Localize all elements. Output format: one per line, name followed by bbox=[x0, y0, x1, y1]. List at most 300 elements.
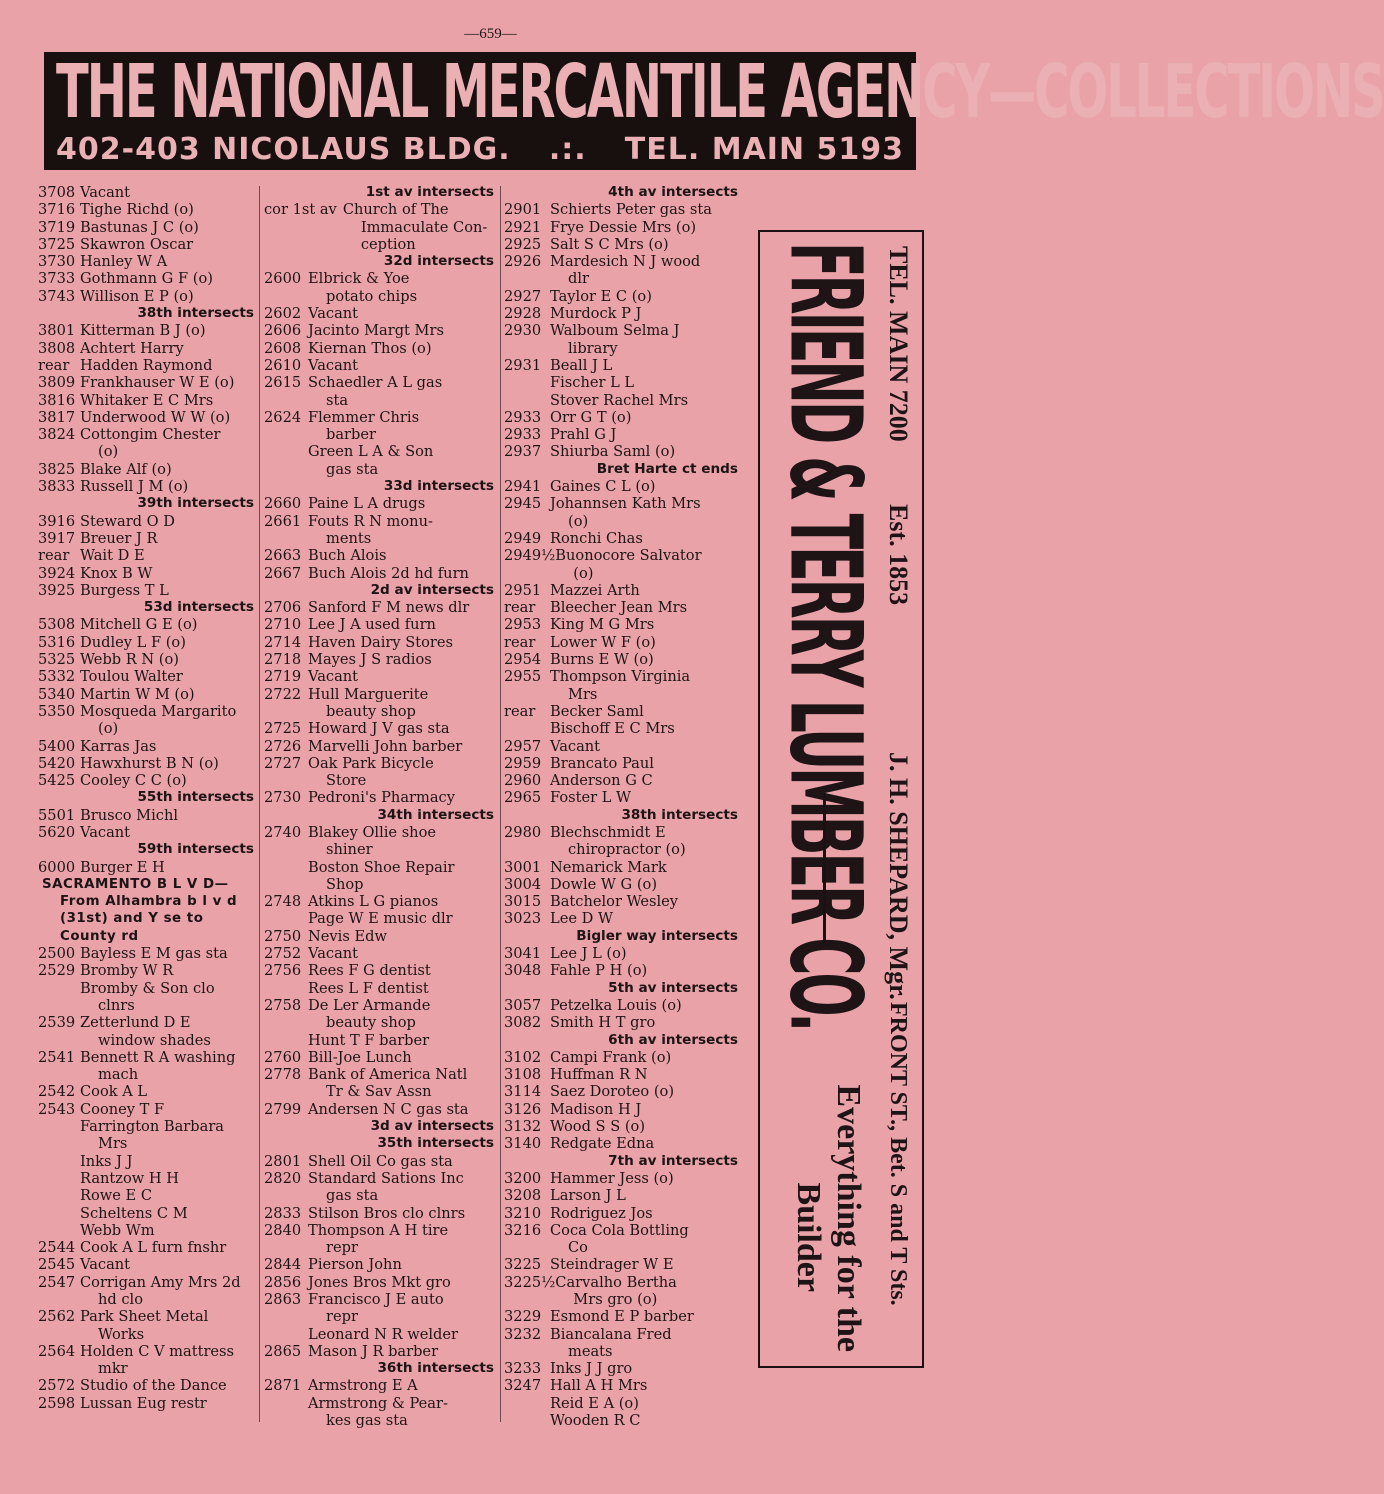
occupant-name: Inks J J bbox=[80, 1152, 133, 1170]
directory-entry bbox=[264, 980, 498, 997]
intersection-marker: 38th intersects bbox=[621, 806, 738, 823]
house-number bbox=[504, 374, 550, 391]
house-number: 2714 bbox=[264, 633, 302, 651]
occupant-name: Schierts Peter gas sta bbox=[550, 201, 712, 219]
house-number: 2927 bbox=[504, 287, 542, 305]
house-number: 5425 bbox=[38, 772, 76, 790]
directory-entry bbox=[504, 1360, 742, 1377]
directory-column-3 bbox=[504, 184, 742, 1429]
directory-entry bbox=[38, 945, 258, 962]
directory-entry bbox=[38, 859, 258, 876]
house-number: 3825 bbox=[38, 460, 76, 478]
house-number: 2957 bbox=[504, 737, 542, 755]
occupant-name: Rees F G dentist bbox=[308, 962, 431, 980]
intersection-marker: 1st av intersects bbox=[365, 184, 494, 200]
lumber-company-ad bbox=[758, 230, 924, 1368]
directory-entry bbox=[38, 1343, 258, 1378]
house-number: 2760 bbox=[264, 1048, 302, 1066]
occupant-name: Stover Rachel Mrs bbox=[550, 391, 689, 409]
house-number: 2661 bbox=[264, 512, 302, 530]
house-number: 2820 bbox=[264, 1169, 302, 1187]
house-number: 2730 bbox=[264, 789, 302, 807]
house-number: 2844 bbox=[264, 1256, 302, 1274]
occupant-name: Pedroni's Pharmacy bbox=[308, 789, 455, 807]
house-number: 3132 bbox=[504, 1118, 542, 1136]
directory-entry bbox=[38, 1205, 258, 1222]
occupant-name: Hanley W A bbox=[80, 253, 168, 271]
directory-entry bbox=[38, 1153, 258, 1170]
occupant-name: Rowe E C bbox=[80, 1187, 152, 1205]
occupant-name: Murdock P J bbox=[550, 305, 642, 323]
house-number: 3233 bbox=[504, 1360, 542, 1378]
occupant-name: Scheltens C M bbox=[80, 1204, 188, 1222]
occupant-name: Sanford F M news dlr bbox=[308, 599, 470, 617]
occupant-name: Foster L W bbox=[550, 789, 632, 807]
intersection-marker: 36th intersects bbox=[377, 1360, 494, 1377]
house-number: 3057 bbox=[504, 996, 542, 1014]
intersection-marker: 7th av intersects bbox=[608, 1152, 738, 1169]
house-number: 2756 bbox=[264, 962, 302, 980]
occupant-name: Lussan Eug restr bbox=[80, 1394, 207, 1412]
house-number: 2840 bbox=[264, 1221, 302, 1239]
occupant-name: Nemarick Mark bbox=[550, 858, 667, 876]
intersection-marker: 4th av intersects bbox=[608, 184, 738, 200]
directory-entry bbox=[504, 738, 742, 755]
directory-entry bbox=[264, 322, 498, 339]
house-number: 3816 bbox=[38, 391, 76, 409]
occupant-name: Becker Saml bbox=[550, 702, 644, 720]
occupant-name: Andersen N C gas sta bbox=[308, 1100, 469, 1118]
house-number: 2610 bbox=[264, 356, 302, 374]
directory-entry bbox=[264, 495, 498, 512]
house-number: 3216 bbox=[504, 1221, 542, 1239]
occupant-name: Fahle P H (o) bbox=[550, 962, 648, 980]
house-number: cor 1st av bbox=[264, 201, 337, 219]
occupant-name: Boston Shoe Repair Shop bbox=[308, 858, 455, 893]
house-number: 3041 bbox=[504, 945, 542, 963]
occupant-name: Hull Marguerite beauty shop bbox=[308, 685, 429, 720]
directory-entry bbox=[38, 565, 258, 582]
directory-entry bbox=[264, 616, 498, 633]
house-number: 2706 bbox=[264, 599, 302, 617]
intersection-marker: 3d av intersects bbox=[370, 1118, 494, 1135]
directory-entry bbox=[504, 478, 742, 495]
house-number: 2606 bbox=[264, 322, 302, 340]
intersection-marker: 35th intersects bbox=[377, 1135, 494, 1152]
house-number: 3023 bbox=[504, 910, 542, 928]
directory-entry bbox=[264, 910, 498, 927]
occupant-name: Hammer Jess (o) bbox=[550, 1169, 674, 1187]
house-number: 2937 bbox=[504, 443, 542, 461]
street-heading-line: (31st) and Y se to bbox=[60, 911, 204, 927]
directory-entry bbox=[504, 1395, 742, 1412]
house-number: 2930 bbox=[504, 322, 542, 340]
directory-entry bbox=[504, 219, 742, 236]
occupant-name: Cook A L furn fnshr bbox=[80, 1239, 227, 1257]
intersection-marker: Bret Harte ct ends bbox=[596, 460, 738, 477]
house-number: 3924 bbox=[38, 564, 76, 582]
occupant-name: Inks J J gro bbox=[550, 1360, 633, 1378]
directory-entry bbox=[504, 703, 742, 720]
house-number bbox=[504, 1395, 550, 1412]
ad-manager: J. H. SHEPARD, Mgr. bbox=[884, 752, 913, 1000]
occupant-name: Cooley C C (o) bbox=[80, 772, 187, 790]
house-number: 2722 bbox=[264, 685, 302, 703]
occupant-name: Webb R N (o) bbox=[80, 651, 179, 669]
occupant-name: Rantzow H H bbox=[80, 1169, 179, 1187]
occupant-name: Francisco J E auto repr bbox=[308, 1291, 444, 1326]
directory-entry bbox=[504, 876, 742, 893]
directory-entry bbox=[504, 1049, 742, 1066]
house-number: 3015 bbox=[504, 893, 542, 911]
directory-entry bbox=[504, 374, 742, 391]
occupant-name: Church of The Immaculate Con- ception bbox=[342, 201, 488, 253]
house-number: 3229 bbox=[504, 1308, 542, 1326]
occupant-name: Lower W F (o) bbox=[550, 633, 656, 651]
directory-entry bbox=[504, 634, 742, 651]
house-number bbox=[504, 1412, 550, 1429]
directory-entry bbox=[38, 1395, 258, 1412]
house-number: 2608 bbox=[264, 339, 302, 357]
house-number: 2748 bbox=[264, 893, 302, 911]
house-number bbox=[264, 910, 308, 927]
occupant-name: Park Sheet Metal Works bbox=[80, 1308, 209, 1343]
directory-entry bbox=[264, 893, 498, 910]
occupant-name: Cottongim Chester (o) bbox=[80, 426, 221, 461]
house-number: 3225 bbox=[504, 1256, 542, 1274]
occupant-name: Stilson Bros clo clnrs bbox=[308, 1204, 466, 1222]
house-number: rear bbox=[38, 356, 70, 374]
directory-entry bbox=[264, 1101, 498, 1118]
directory-entry bbox=[264, 738, 498, 755]
directory-entry bbox=[264, 824, 498, 859]
occupant-name: Anderson G C bbox=[550, 772, 653, 790]
house-number: 3716 bbox=[38, 201, 76, 219]
directory-entry bbox=[264, 1032, 498, 1049]
house-number: 2750 bbox=[264, 927, 302, 945]
house-number: 3925 bbox=[38, 581, 76, 599]
occupant-name: Bleecher Jean Mrs bbox=[550, 599, 688, 617]
house-number: 3102 bbox=[504, 1048, 542, 1066]
occupant-name: Blake Alf (o) bbox=[80, 460, 172, 478]
occupant-name: Achtert Harry bbox=[80, 339, 184, 357]
occupant-name: Dowle W G (o) bbox=[550, 875, 658, 893]
house-number: 2921 bbox=[504, 218, 542, 236]
banner-title: THE NATIONAL MERCANTILE AGENCY—COLLECTIONS bbox=[56, 48, 1384, 136]
occupant-name: Blakey Ollie shoe shiner bbox=[308, 823, 437, 859]
house-number: 6000 bbox=[38, 858, 76, 876]
directory-entry bbox=[504, 651, 742, 668]
directory-entry bbox=[504, 1326, 742, 1361]
banner-separator: .:. bbox=[548, 132, 587, 167]
house-number: 2925 bbox=[504, 235, 542, 253]
house-number: 2799 bbox=[264, 1100, 302, 1118]
directory-entry bbox=[38, 184, 258, 201]
directory-entry bbox=[504, 530, 742, 547]
occupant-name: Beall J L bbox=[550, 356, 613, 374]
directory-entry bbox=[264, 634, 498, 651]
occupant-name: Bennett R A washing mach bbox=[80, 1048, 236, 1084]
occupant-name: Wait D E bbox=[80, 547, 145, 565]
directory-entry bbox=[264, 1395, 498, 1430]
ad-address: FRONT ST., Bet. S and T Sts. bbox=[885, 1002, 911, 1306]
occupant-name: Hall A H Mrs bbox=[550, 1377, 648, 1395]
directory-entry bbox=[264, 201, 498, 253]
directory-entry bbox=[264, 1170, 498, 1205]
house-number: 2949½ bbox=[504, 547, 556, 565]
house-number: 2598 bbox=[38, 1394, 76, 1412]
house-number: 3730 bbox=[38, 253, 76, 271]
house-number: 2660 bbox=[264, 495, 302, 513]
house-number: 3108 bbox=[504, 1066, 542, 1084]
directory-entry bbox=[38, 1014, 258, 1049]
street-heading-line: County rd bbox=[60, 928, 139, 944]
occupant-name: Page W E music dlr bbox=[308, 910, 453, 928]
directory-entry bbox=[264, 1049, 498, 1066]
directory-entry bbox=[504, 1377, 742, 1394]
house-number: 3232 bbox=[504, 1325, 542, 1343]
directory-entry bbox=[38, 236, 258, 253]
occupant-name: Reid E A (o) bbox=[550, 1394, 639, 1412]
occupant-name: Pierson John bbox=[308, 1256, 402, 1274]
house-number: rear bbox=[504, 702, 536, 720]
directory-entry bbox=[504, 1256, 742, 1273]
occupant-name: Martin W M (o) bbox=[80, 685, 195, 703]
house-number: 3114 bbox=[504, 1083, 542, 1101]
house-number: 2955 bbox=[504, 668, 542, 686]
intersection-marker: 6th av intersects bbox=[608, 1031, 738, 1048]
directory-entry bbox=[504, 1066, 742, 1083]
house-number: 3001 bbox=[504, 858, 542, 876]
directory-entry bbox=[264, 997, 498, 1032]
occupant-name: Gothmann G F (o) bbox=[80, 270, 213, 288]
house-number: 2545 bbox=[38, 1256, 76, 1274]
house-number: 3808 bbox=[38, 339, 76, 357]
occupant-name: Armstrong & Pear- kes gas sta bbox=[308, 1394, 448, 1430]
directory-entry bbox=[504, 616, 742, 633]
occupant-name: Wood S S (o) bbox=[550, 1118, 646, 1136]
occupant-name: Esmond E P barber bbox=[550, 1308, 694, 1326]
directory-entry bbox=[38, 1377, 258, 1394]
occupant-name: Fischer L L bbox=[550, 374, 635, 392]
directory-entry bbox=[504, 962, 742, 979]
occupant-name: Standard Sations Inc gas sta bbox=[308, 1169, 464, 1205]
occupant-name: Schaedler A L gas sta bbox=[308, 374, 443, 409]
house-number bbox=[264, 1395, 308, 1430]
directory-entry bbox=[264, 565, 498, 582]
directory-entry bbox=[504, 1101, 742, 1118]
house-number: 2954 bbox=[504, 651, 542, 669]
directory-entry bbox=[38, 513, 258, 530]
house-number: 2933 bbox=[504, 408, 542, 426]
house-number: 5340 bbox=[38, 685, 76, 703]
occupant-name: Brancato Paul bbox=[550, 754, 654, 772]
house-number bbox=[38, 1222, 80, 1239]
house-number: 2727 bbox=[264, 754, 302, 772]
occupant-name: Vacant bbox=[80, 184, 131, 201]
occupant-name: Wooden R C bbox=[550, 1412, 641, 1430]
directory-entry bbox=[504, 1412, 742, 1429]
directory-entry bbox=[38, 530, 258, 547]
directory-entry bbox=[504, 1187, 742, 1204]
occupant-name: Steindrager W E bbox=[550, 1256, 674, 1274]
occupant-name: Hawxhurst B N (o) bbox=[80, 754, 219, 772]
intersection-marker: 55th intersects bbox=[137, 789, 254, 806]
directory-entry bbox=[264, 1291, 498, 1326]
directory-entry bbox=[264, 1153, 498, 1170]
house-number: 2926 bbox=[504, 253, 542, 271]
occupant-name: Vacant bbox=[80, 823, 131, 841]
directory-entry bbox=[38, 962, 258, 979]
directory-entry bbox=[38, 461, 258, 478]
directory-entry bbox=[38, 755, 258, 772]
house-number: 2965 bbox=[504, 789, 542, 807]
house-number: 2865 bbox=[264, 1342, 302, 1360]
directory-entry bbox=[504, 236, 742, 253]
banner-telephone: TEL. MAIN 5193 bbox=[624, 132, 904, 167]
house-number: 2541 bbox=[38, 1048, 76, 1066]
directory-entry bbox=[264, 547, 498, 564]
house-number bbox=[264, 859, 308, 894]
house-number: rear bbox=[38, 547, 70, 565]
directory-entry bbox=[38, 392, 258, 409]
house-number bbox=[38, 1205, 80, 1222]
occupant-name: Karras Jas bbox=[80, 737, 157, 755]
house-number bbox=[504, 720, 550, 737]
occupant-name: Batchelor Wesley bbox=[550, 893, 679, 911]
house-number: 3126 bbox=[504, 1100, 542, 1118]
occupant-name: Walboum Selma J library bbox=[550, 322, 680, 357]
directory-entry bbox=[264, 1326, 498, 1343]
directory-entry bbox=[38, 1239, 258, 1256]
house-number: 3082 bbox=[504, 1014, 542, 1032]
directory-entry bbox=[504, 1308, 742, 1325]
house-number: 2933 bbox=[504, 426, 542, 444]
directory-entry bbox=[504, 1222, 742, 1257]
house-number: 2547 bbox=[38, 1273, 76, 1291]
directory-entry bbox=[38, 478, 258, 495]
occupant-name: Cook A L bbox=[80, 1083, 148, 1101]
occupant-name: Brusco Michl bbox=[80, 806, 179, 824]
house-number: 2663 bbox=[264, 547, 302, 565]
house-number: rear bbox=[504, 599, 536, 617]
occupant-name: Vacant bbox=[550, 737, 601, 755]
directory-entry bbox=[38, 409, 258, 426]
house-number bbox=[38, 980, 80, 1015]
directory-entry bbox=[504, 443, 742, 460]
directory-entry bbox=[264, 340, 498, 357]
street-heading bbox=[38, 876, 258, 945]
occupant-name: Redgate Edna bbox=[550, 1135, 655, 1153]
directory-entry bbox=[264, 1377, 498, 1394]
occupant-name: Howard J V gas sta bbox=[308, 720, 450, 738]
directory-entry bbox=[264, 270, 498, 305]
occupant-name: Thompson A H tire repr bbox=[308, 1221, 449, 1257]
house-number: 3708 bbox=[38, 184, 76, 201]
directory-entry bbox=[504, 755, 742, 772]
directory-entry bbox=[264, 374, 498, 409]
house-number: 2542 bbox=[38, 1083, 76, 1101]
directory-entry bbox=[38, 772, 258, 789]
occupant-name: Armstrong E A bbox=[308, 1377, 418, 1395]
occupant-name: Burger E H bbox=[80, 858, 165, 876]
directory-entry bbox=[38, 1049, 258, 1084]
occupant-name: Rodriguez Jos bbox=[550, 1204, 653, 1222]
occupant-name: Johannsen Kath Mrs (o) bbox=[550, 495, 701, 530]
directory-entry bbox=[264, 513, 498, 548]
directory-entry bbox=[504, 357, 742, 374]
occupant-name: Leonard N R welder bbox=[308, 1325, 458, 1343]
occupant-name: Bischoff E C Mrs bbox=[550, 720, 675, 738]
house-number bbox=[264, 1326, 308, 1343]
house-number: 2980 bbox=[504, 823, 542, 841]
house-number: 3809 bbox=[38, 374, 76, 392]
occupant-name: Vacant bbox=[308, 356, 359, 374]
house-number: 2600 bbox=[264, 270, 302, 288]
directory-entry bbox=[38, 201, 258, 218]
advertising-banner bbox=[44, 48, 1384, 170]
column-divider bbox=[500, 186, 501, 1422]
occupant-name: Nevis Edw bbox=[308, 927, 387, 945]
directory-entry bbox=[504, 824, 742, 859]
banner-contact bbox=[56, 132, 904, 168]
directory-entry bbox=[504, 1135, 742, 1152]
directory-entry bbox=[504, 409, 742, 426]
directory-entry bbox=[504, 859, 742, 876]
occupant-name: Elbrick & Yoe potato chips bbox=[308, 270, 418, 305]
house-number: 3916 bbox=[38, 512, 76, 530]
directory-entry bbox=[504, 582, 742, 599]
occupant-name: Smith H T gro bbox=[550, 1014, 656, 1032]
directory-entry bbox=[504, 426, 742, 443]
house-number: 3208 bbox=[504, 1187, 542, 1205]
directory-entry bbox=[504, 1205, 742, 1222]
ad-company-name: FRIEND & TERRY LUMBER CO. bbox=[767, 242, 881, 1030]
directory-entry bbox=[504, 1118, 742, 1135]
directory-entry bbox=[38, 374, 258, 391]
directory-entry bbox=[264, 409, 498, 444]
directory-entry bbox=[504, 392, 742, 409]
intersection-marker: 38th intersects bbox=[137, 305, 254, 322]
occupant-name: Fouts R N monu- ments bbox=[308, 512, 433, 547]
house-number: 5308 bbox=[38, 616, 76, 634]
occupant-name: Kitterman B J (o) bbox=[80, 322, 206, 340]
house-number: 3917 bbox=[38, 529, 76, 547]
house-number: 5350 bbox=[38, 702, 76, 720]
directory-entry bbox=[504, 997, 742, 1014]
occupant-name: Prahl G J bbox=[550, 426, 617, 444]
occupant-name: Jacinto Margt Mrs bbox=[308, 322, 444, 340]
directory-entry bbox=[264, 755, 498, 790]
house-number bbox=[264, 980, 308, 997]
house-number bbox=[38, 1170, 80, 1187]
occupant-name: Buch Alois bbox=[308, 547, 387, 565]
directory-entry bbox=[504, 720, 742, 737]
occupant-name: Farrington Barbara Mrs bbox=[80, 1118, 225, 1153]
house-number: 2949 bbox=[504, 529, 542, 547]
occupant-name: Dudley L F (o) bbox=[80, 633, 186, 651]
intersection-marker: 59th intersects bbox=[137, 841, 254, 858]
house-number: 2543 bbox=[38, 1100, 76, 1118]
occupant-name: Mayes J S radios bbox=[308, 651, 432, 669]
occupant-name: Shiurba Saml (o) bbox=[550, 443, 676, 461]
occupant-name: Hadden Raymond bbox=[80, 356, 213, 374]
house-number: 2564 bbox=[38, 1342, 76, 1360]
house-number: 2856 bbox=[264, 1273, 302, 1291]
directory-entry bbox=[38, 668, 258, 685]
intersection-marker: 33d intersects bbox=[383, 478, 494, 495]
occupant-name: Willison E P (o) bbox=[80, 287, 194, 305]
